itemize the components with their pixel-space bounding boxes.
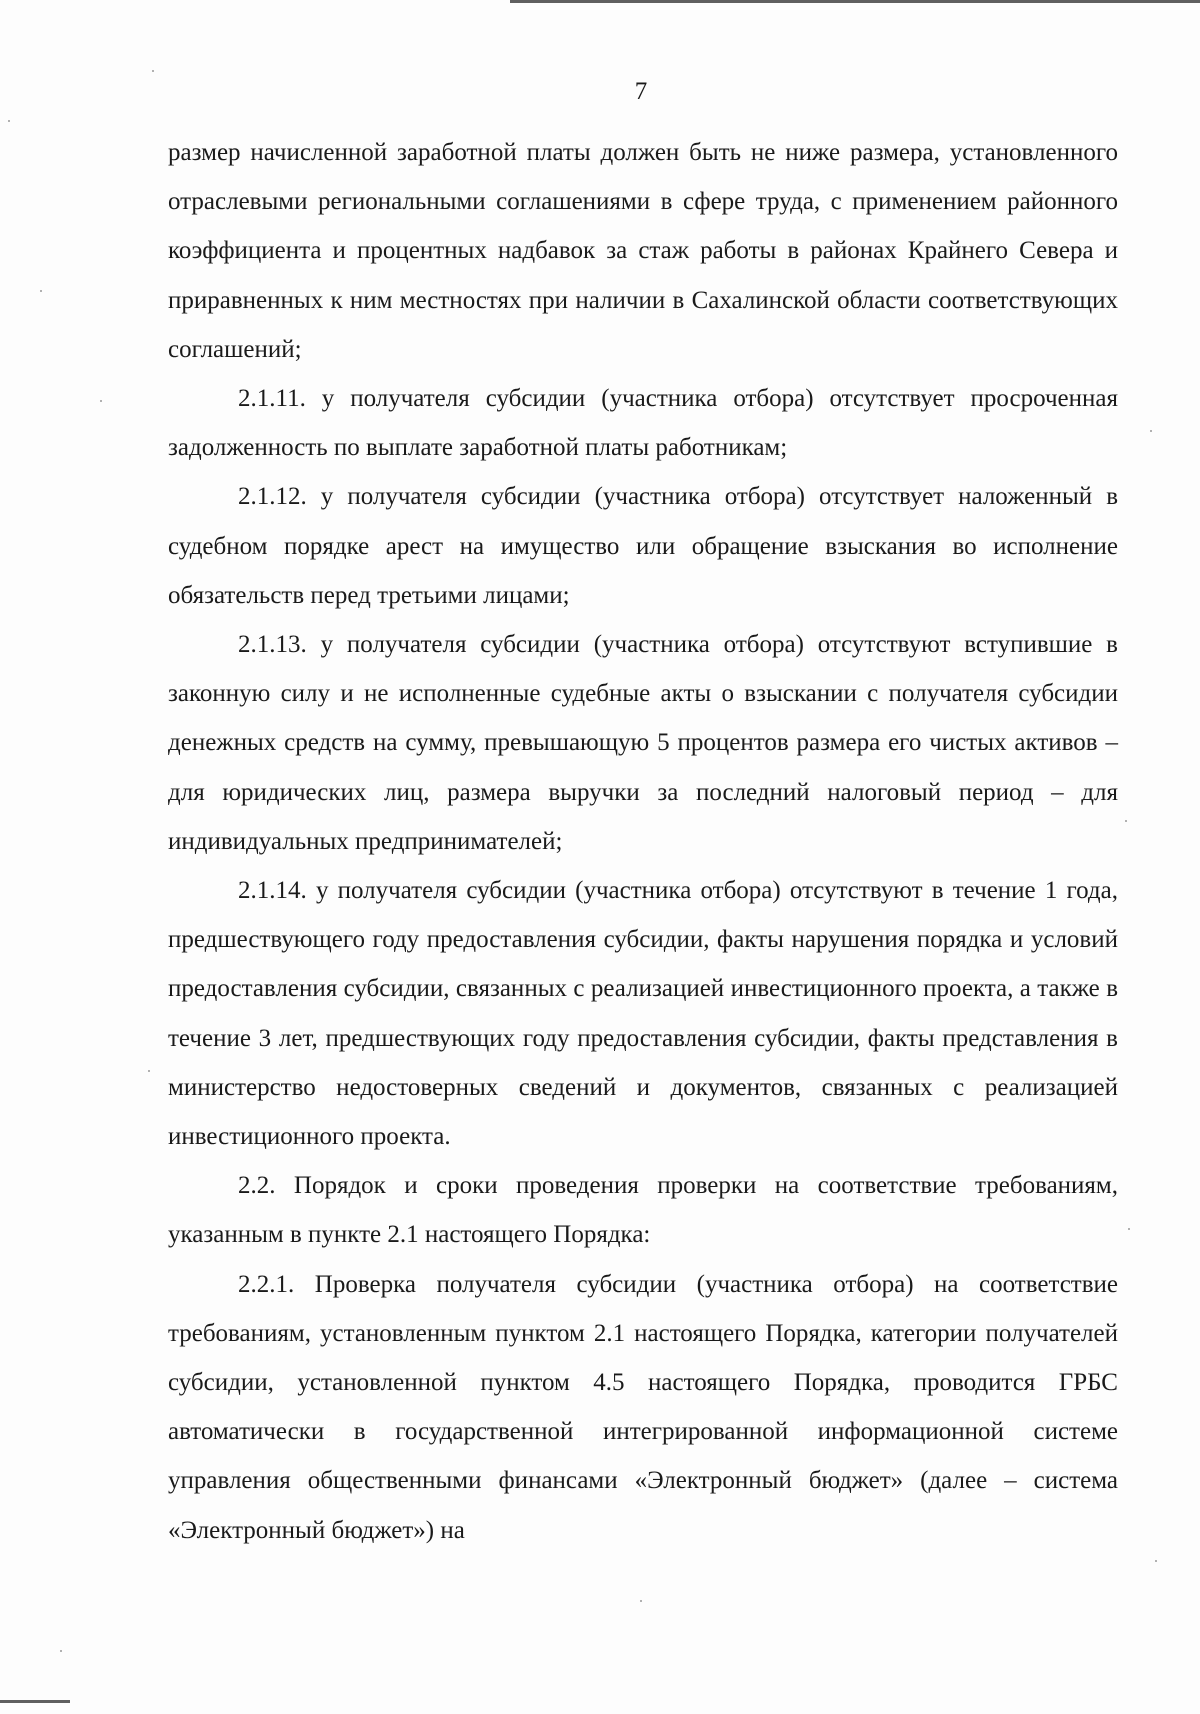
paragraph-2-2-1: 2.2.1. Проверка получателя субсидии (участника отбора) на соответствие требованиям, установленным пунктом 2.1 настоящего Порядка, категории получателей субсидии, установленной пунктом 4.5 настоящего Порядка, проводится ГРБС автоматически в государственной интегрированной информационной системе управления общественными финансами «Электронный бюджет» (далее – система «Электронный бюджет») на bbox=[168, 1270, 1118, 1544]
scan-speck bbox=[40, 290, 42, 292]
paragraph-2-2: 2.2. Порядок и сроки проведения проверки на соответствие требованиям, указанным в пункте 2.1 настоящего Порядка: bbox=[168, 1172, 1118, 1249]
scan-speck bbox=[640, 1600, 642, 1602]
paragraph-salary-requirement: размер начисленной заработной платы должен быть не ниже размера, установленного отраслевыми региональными соглашениями в сфере труда, с применением районного коэффициента и процентных надбавок за стаж работы в районах Крайнего Севера и приравненных к ним местностях при наличии в Сахалинской области соответствующих соглашений; bbox=[168, 139, 1118, 363]
scan-speck bbox=[152, 70, 154, 72]
scan-speck bbox=[148, 1070, 150, 1072]
scan-speck bbox=[100, 400, 102, 402]
scan-speck bbox=[1155, 1560, 1157, 1562]
top-scan-border bbox=[510, 0, 1200, 3]
page-number: 7 bbox=[634, 78, 648, 105]
scan-speck bbox=[1128, 1228, 1130, 1230]
paragraph-2-1-11: 2.1.11. у получателя субсидии (участника отбора) отсутствует просроченная задолженность по выплате заработной платы работникам; bbox=[168, 385, 1118, 462]
scan-speck bbox=[1125, 820, 1127, 822]
scan-speck bbox=[60, 1650, 62, 1652]
scan-speck bbox=[8, 120, 10, 122]
scan-speck bbox=[1150, 430, 1152, 432]
paragraph-2-1-13: 2.1.13. у получателя субсидии (участника отбора) отсутствуют вступившие в законную силу и не исполненные судебные акты о взыскании с получателя субсидии денежных средств на сумму, превышающую 5 процентов размера его чистых активов – для юридических лиц, размера выручки за последний налоговый период – для индивидуальных предпринимателей; bbox=[168, 631, 1118, 855]
bottom-scan-border bbox=[0, 1700, 70, 1703]
document-body bbox=[168, 128, 1118, 1555]
paragraph-2-1-12: 2.1.12. у получателя субсидии (участника отбора) отсутствует наложенный в судебном порядке арест на имущество или обращение взыскания во исполнение обязательств перед третьими лицами; bbox=[168, 483, 1118, 609]
paragraph-2-1-14: 2.1.14. у получателя субсидии (участника отбора) отсутствуют в течение 1 года, предшествующего году предоставления субсидии, факты нарушения порядка и условий предоставления субсидии, связанных с реализацией инвестиционного проекта, а также в течение 3 лет, предшествующих году предоставления субсидии, факты представления в министерство недостоверных сведений и документов, связанных с реализацией инвестиционного проекта. bbox=[168, 877, 1118, 1151]
